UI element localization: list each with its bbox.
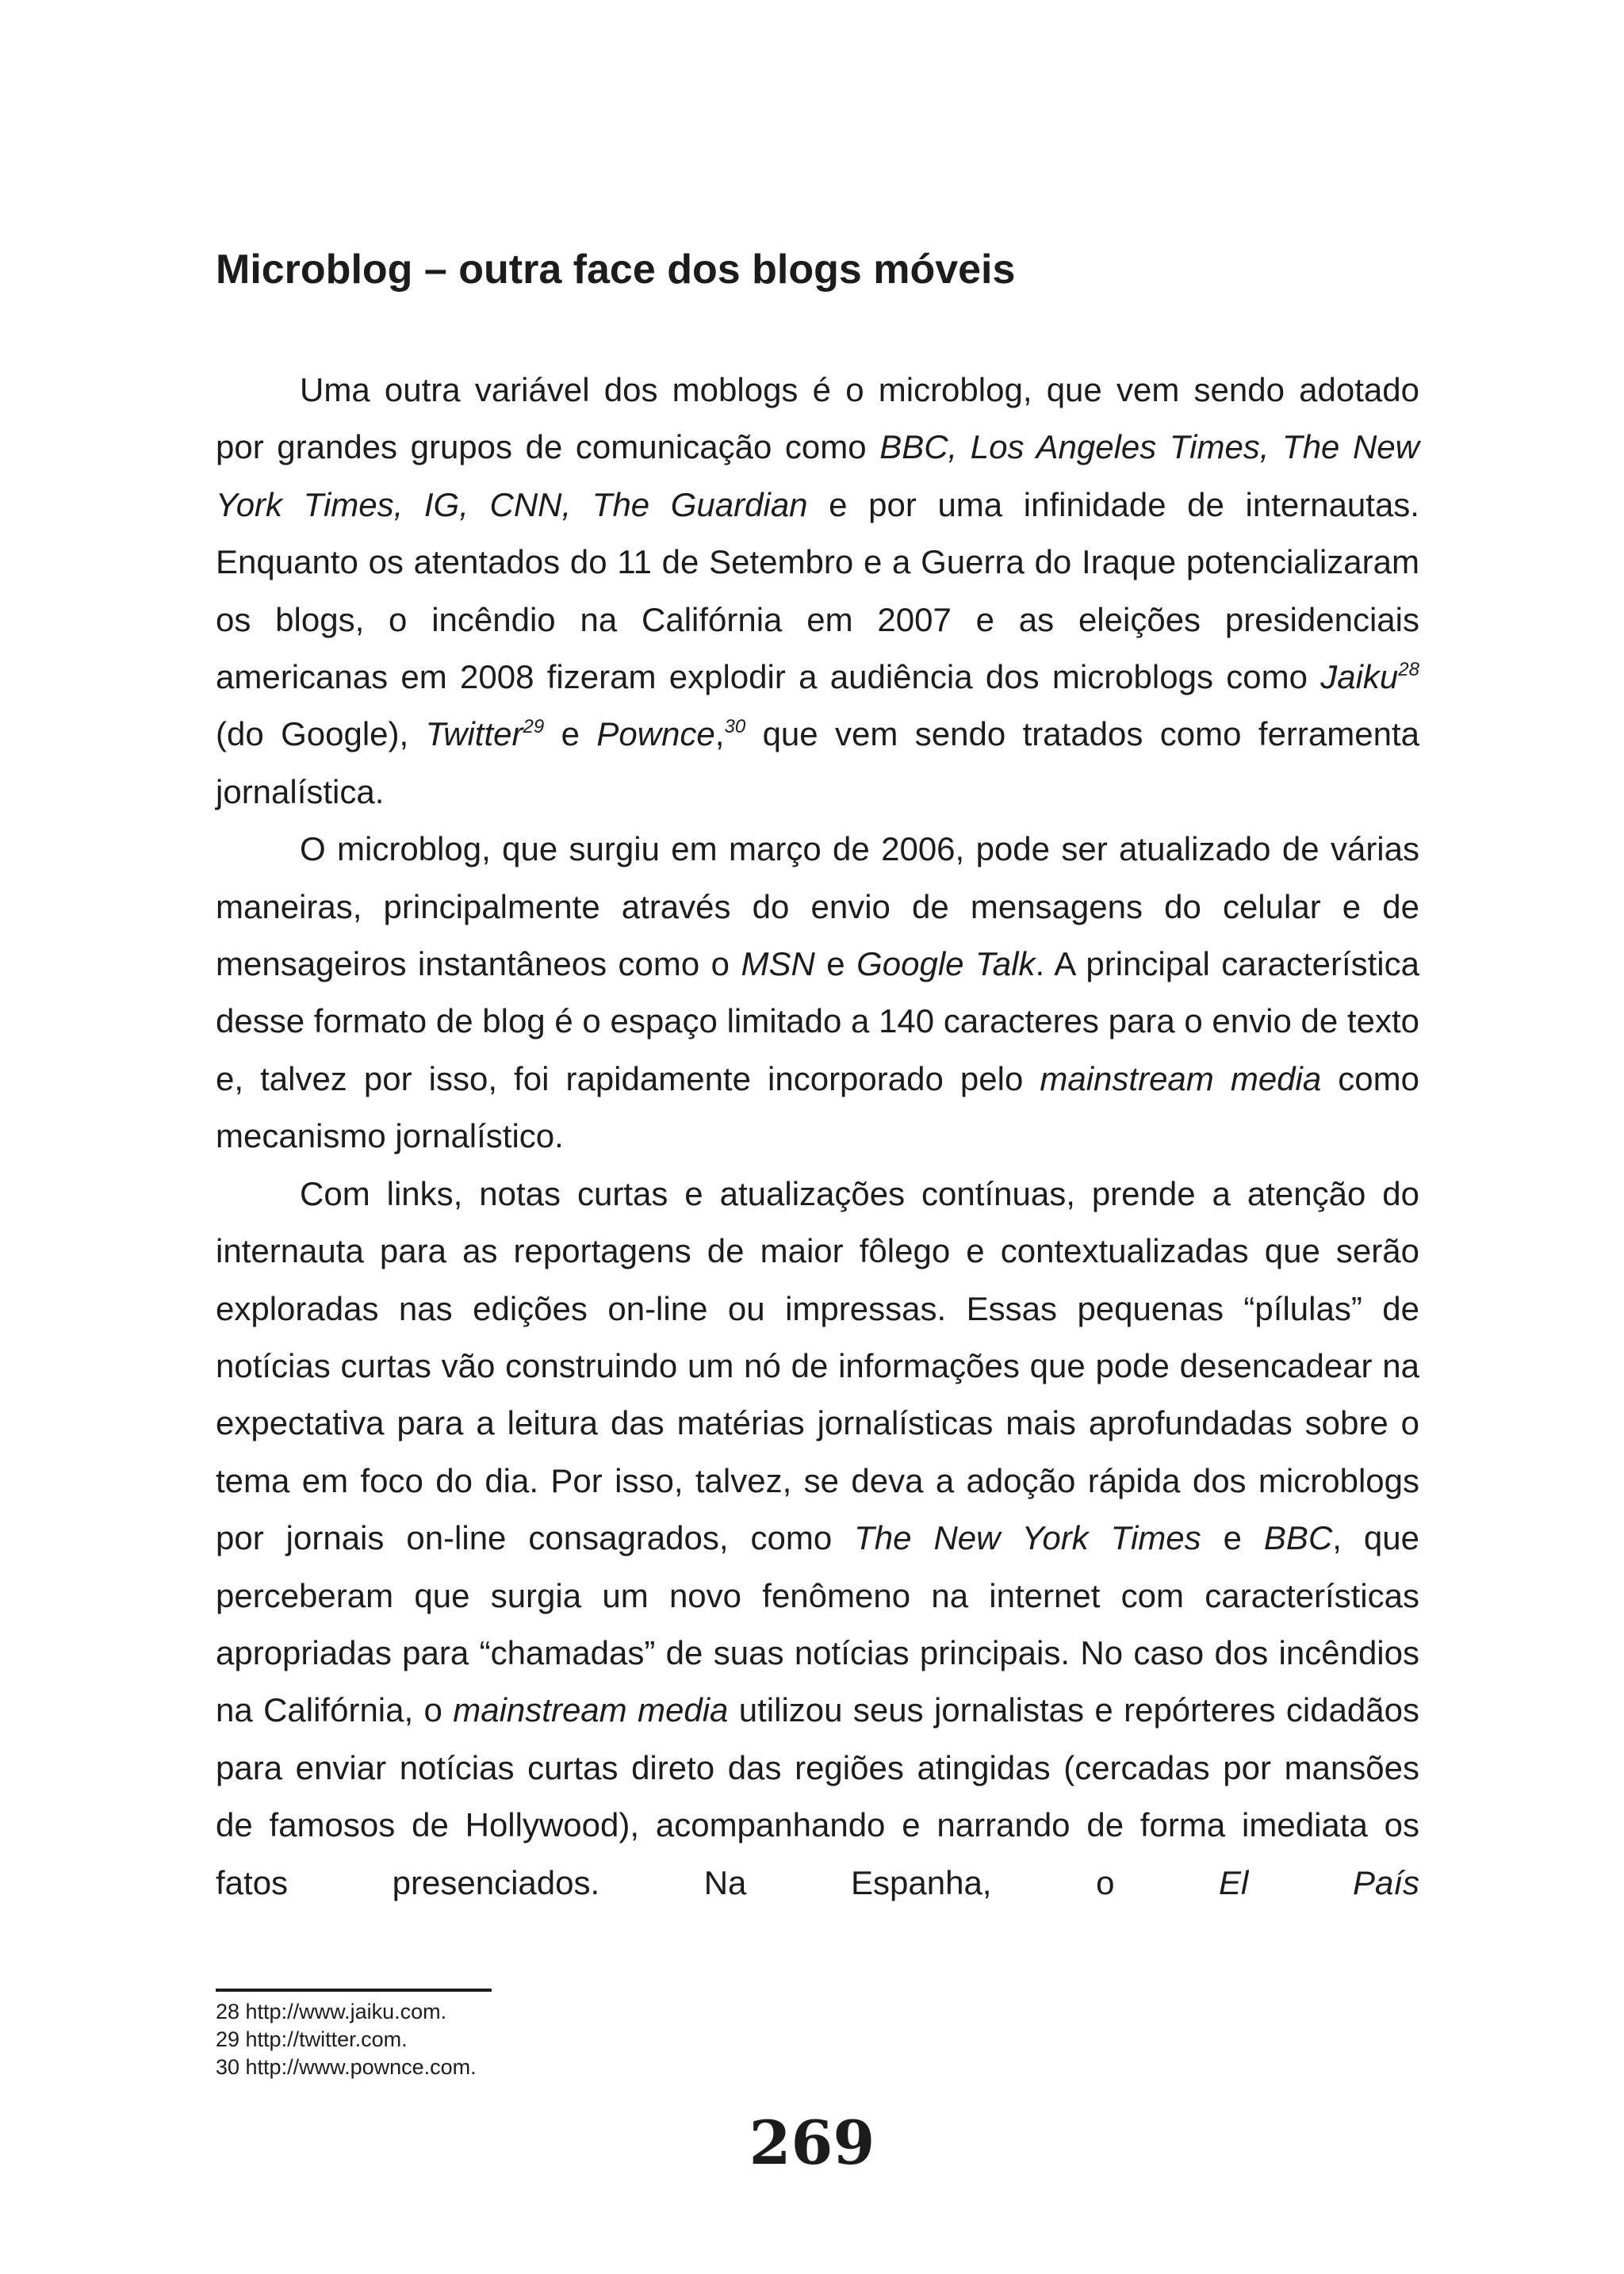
text-run: Com links, notas curtas e atualizações contínuas, prende a atenção do internauta para as reportagens de maior fôlego e contextualizadas que serão exploradas nas edições on-line ou impressas. Essas pequenas “pílulas” de notícias curtas vão construindo um nó de informações que pode desencadear na expectativa para a leitura das matérias jornalísticas mais aprofundadas sobre o tema em foco do dia. Por isso, talvez, se deva a adoção rápida dos microblogs por jornais on-line consagrados, como <box>216 1174 1419 1557</box>
text-run: e <box>544 715 597 753</box>
italic-msn: MSN <box>741 945 815 983</box>
body-text <box>216 362 1419 1912</box>
text-run: Uma outra variável dos moblogs é o microblog, que vem sendo adotado por grandes grupos de comunicação como <box>216 371 1419 466</box>
italic-pownce: Pownce <box>596 715 715 753</box>
italic-twitter: Twitter <box>425 715 523 753</box>
paragraph-3 <box>216 1166 1419 1912</box>
text-run: e <box>1201 1519 1264 1557</box>
footnote-ref-29: 29 <box>523 716 545 738</box>
footnotes <box>216 1998 929 2081</box>
footnote-28: 28 http://www.jaiku.com. <box>216 2000 447 2023</box>
page-number: 269 <box>749 2107 875 2178</box>
footnote-29: 29 http://twitter.com. <box>216 2027 408 2051</box>
paragraph-2 <box>216 821 1419 1165</box>
footnote-30: 30 http://www.pownce.com. <box>216 2055 477 2079</box>
text-run: e por uma infinidade de internautas. Enquanto os atentados do 11 de Setembro e a Guerra do Iraque potencializaram os blogs, o incêndio na Califórnia em 2007 e as eleições presidenciais americanas em 2008 fizeram explodir a audiência dos microblogs como <box>216 485 1419 696</box>
text-run: (do Google), <box>216 715 426 753</box>
footnote-ref-30: 30 <box>724 716 746 738</box>
section-heading: Microblog – outra face dos blogs móveis <box>216 247 1016 293</box>
italic-outlets: BBC, Los Angeles Times, The New York Times, IG, CNN, The Guardian <box>216 428 1419 523</box>
italic-google-talk: Google Talk <box>856 945 1036 983</box>
text-run: . A principal característica desse formato de blog é o espaço limitado a 140 caracteres para o envio de texto e, talvez por isso, foi rapidamente incorporado pelo <box>216 945 1419 1097</box>
italic-mainstream-media: mainstream media <box>1040 1059 1322 1097</box>
italic-jaiku: Jaiku <box>1320 658 1399 696</box>
italic-bbc: BBC <box>1263 1519 1333 1557</box>
text-run: utilizou seus jornalistas e repórteres cidadãos para enviar notícias curtas direto das regiões atingidas (cercadas por mansões de famosos de Hollywood), acompanhando e narrando de forma imediata os fatos presenciados. Na Espanha, o <box>216 1691 1420 1901</box>
text-run: O microblog, que surgiu em março de 2006, pode ser atualizado de várias maneiras, principalmente através do envio de mensagens do celular e de mensageiros instantâneos como o <box>216 830 1419 983</box>
text-run: , que perceberam que surgia um novo fenômeno na internet com características apropriadas para “chamadas” de suas notícias principais. No caso dos incêndios na Califórnia, o <box>216 1519 1419 1729</box>
footnote-ref-28: 28 <box>1398 659 1419 681</box>
italic-el-pais: El País <box>1219 1863 1419 1901</box>
text-run: , <box>714 715 725 753</box>
italic-mainstream-media: mainstream media <box>453 1691 729 1729</box>
text-run: e <box>814 945 857 983</box>
text-run: que vem sendo tratados como ferramenta jornalística. <box>216 715 1419 810</box>
italic-nyt: The New York Times <box>854 1519 1201 1557</box>
footnote-divider <box>216 1989 492 1992</box>
text-run: como mecanismo jornalístico. <box>216 1059 1420 1155</box>
paragraph-1 <box>216 362 1419 821</box>
